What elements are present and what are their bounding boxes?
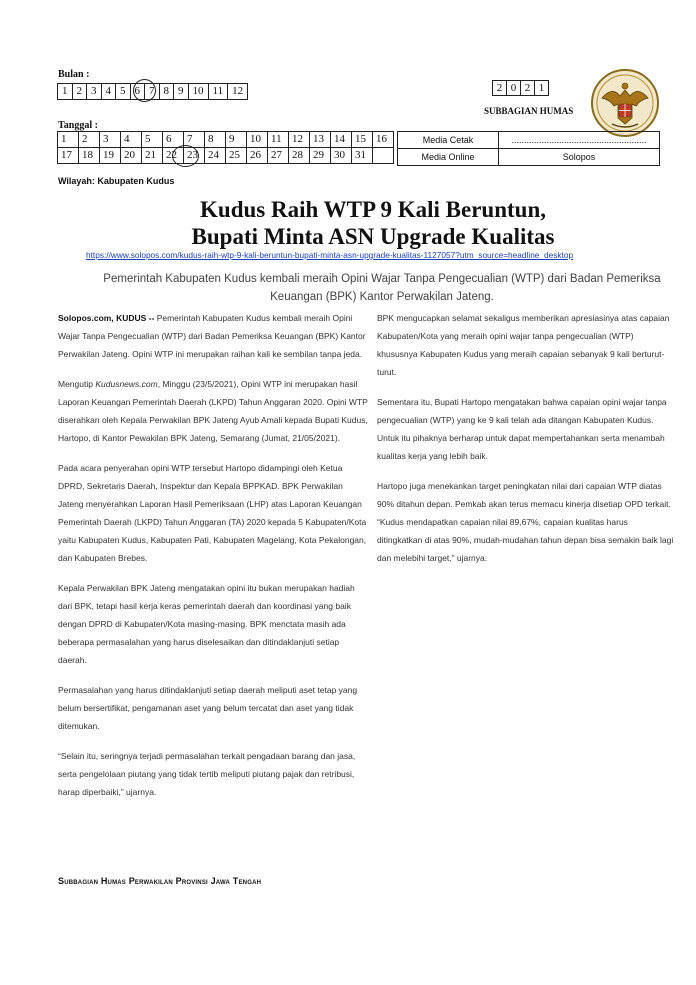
date-cell: 31	[352, 148, 373, 164]
article-column-right	[377, 309, 675, 567]
year-grid	[492, 80, 549, 96]
date-cell: 13	[310, 132, 331, 148]
date-cell: 26	[247, 148, 268, 164]
month-cell: 3	[87, 84, 102, 100]
month-cell: 11	[208, 84, 228, 100]
paragraph: “Selain itu, seringnya terjadi permasalahan terkait pengadaan barang dan jasa, serta pengelolaan piutang yang tidak tertib meliputi piutang pajak dan retribusi, harap diperbaiki,” ujarnya.	[58, 751, 356, 797]
media-name: Media Online	[398, 149, 499, 166]
month-grid	[57, 83, 248, 100]
date-cell: 20	[121, 148, 142, 164]
month-cell: 9	[174, 84, 189, 100]
tanggal-label: Tanggal :	[58, 120, 98, 131]
month-cell: 4	[101, 84, 116, 100]
article-lead: Pemerintah Kabupaten Kudus kembali meraih Opini Wajar Tanpa Pengecualian (WTP) dari Badan Pemeriksa Keuangan (BPK) Kantor Perwakilan Jateng.	[103, 273, 661, 303]
date-cell: 15	[352, 132, 373, 148]
paragraph: Mengutip Kudusnews.com, Minggu (23/5/2021), Opini WTP ini merupakan hasil Laporan Keuangan Pemerintah Daerah (LKPD) Tahun Anggaran 2020. Opini WTP diserahkan oleh Kepala Perwakilan BPK Jateng Ayub Amali kepada Bupati Kudus, Hartopo, di Kantor Pewakilan BPK Jateng, Semarang (Jumat, 21/05/2021).	[58, 379, 368, 443]
region-label: Wilayah: Kabupaten Kudus	[58, 176, 175, 186]
paragraph: BPK mengucapkan selamat sekaligus memberikan apresiasinya atas capaian Kabupaten/Kota yang meraih opini wajar tanpa pengecualian (WTP) khususnya Kabupaten Kudus yang meraih capaian sebanyak 9 kali berturut-turut.	[377, 313, 670, 377]
article-title	[0, 196, 696, 250]
date-cell	[373, 148, 394, 164]
date-cell: 10	[247, 132, 268, 148]
year-digit: 2	[521, 81, 535, 96]
date-cell: 19	[100, 148, 121, 164]
paragraph: Sementara itu, Bupati Hartopo mengatakan bahwa capaian opini wajar tanpa pengecualian (WTP) yang ke 9 kali telah ada ditangan Kabupaten Kudus. Untuk itu pihaknya berharap untuk dapat mempertahankan serta menambah kualitas kerja yang lebih baik.	[377, 397, 667, 461]
date-cell: 11	[268, 132, 289, 148]
month-cell: 12	[228, 84, 248, 100]
date-cell: 7	[184, 132, 205, 148]
unit-label: SUBBAGIAN HUMAS	[484, 106, 574, 116]
date-cell: 29	[310, 148, 331, 164]
date-cell: 22	[163, 148, 184, 164]
media-name: Media Cetak	[398, 132, 499, 149]
date-cell: 4	[121, 132, 142, 148]
date-cell: 21	[142, 148, 163, 164]
month-cell: 2	[72, 84, 87, 100]
month-cell-selected: 5	[116, 84, 131, 100]
date-cell: 25	[226, 148, 247, 164]
year-digit: 2	[493, 81, 507, 96]
date-cell: 5	[142, 132, 163, 148]
media-table	[397, 131, 660, 166]
date-cell: 6	[163, 132, 184, 148]
dateline: Solopos.com, KUDUS --	[58, 313, 155, 323]
media-value: ......................................................	[499, 132, 660, 149]
date-cell: 1	[58, 132, 79, 148]
date-cell: 24	[205, 148, 226, 164]
title-line: Kudus Raih WTP 9 Kali Beruntun,	[200, 197, 546, 222]
date-cell: 18	[79, 148, 100, 164]
date-cell: 28	[289, 148, 310, 164]
date-grid	[57, 131, 394, 164]
date-cell: 12	[289, 132, 310, 148]
garuda-emblem-icon	[590, 68, 660, 138]
month-cell: 7	[145, 84, 160, 100]
date-cell: 17	[58, 148, 79, 164]
date-cell: 14	[331, 132, 352, 148]
date-cell: 30	[331, 148, 352, 164]
date-cell: 9	[226, 132, 247, 148]
year-digit: 1	[535, 81, 549, 96]
media-value: Solopos	[499, 149, 660, 166]
month-cell: 6	[130, 84, 145, 100]
paragraph: Kepala Perwakilan BPK Jateng mengatakan opini itu bukan merupakan hadiah dari BPK, tetapi hasil kerja keras pemerintah daerah dan koordinasi yang baik dengan DPRD di Kabupaten/Kota masing-masing. BPK menctata masih ada beberapa permasalahan yang harus diselesaikan dan ditindaklanjuti setiap daerah.	[58, 583, 355, 665]
month-cell: 1	[58, 84, 73, 100]
date-cell: 27	[268, 148, 289, 164]
date-cell: 8	[205, 132, 226, 148]
title-line: Bupati Minta ASN Upgrade Kualitas	[191, 224, 555, 249]
paragraph: Solopos.com, KUDUS -- Pemerintah Kabupaten Kudus kembali meraih Opini Wajar Tanpa Pengecualian (WTP) dari Badan Pemeriksa Keuangan (BPK) Kantor Perwakilan Jateng. Opini WTP ini merupakan raihan kali ke sembilan tanpa jeda.	[58, 313, 366, 359]
paragraph: Pada acara penyerahan opini WTP tersebut Hartopo didampingi oleh Ketua DPRD, Sekretaris Daerah, Inspektur dan Kepala BPPKAD. BPK Perwakilan Jateng menyerahkan Laporan Hasil Pemeriksaan (LHP) atas Laporan Keuangan Pemerintah Daerah (LKPD) Tahun Anggaran (TA) 2020 kepada 5 Kabupaten/Kota yaitu Kabupaten Kudus, Kabupaten Pati, Kabupaten Magelang, Kota Pekalongan, dan Kabupaten Brebes.	[58, 463, 367, 563]
paragraph: Permasalahan yang harus ditindaklanjuti setiap daerah meliputi aset tetap yang belum bersertifikat, pengamanan aset yang belum tercatat dan aset yang tidak ditemukan.	[58, 685, 358, 731]
month-cell: 8	[159, 84, 174, 100]
source-name: Kudusnews.com	[95, 379, 158, 389]
source-link[interactable]: https://www.solopos.com/kudus-raih-wtp-9-kali-beruntun-bupati-minta-asn-upgrade-kualitas-1127057?utm_source=headline_desktop	[86, 250, 574, 260]
bulan-label: Bulan :	[58, 69, 90, 80]
media-row	[398, 149, 660, 166]
date-cell: 3	[100, 132, 121, 148]
date-cell: 2	[79, 132, 100, 148]
date-cell-selected: 23	[184, 148, 205, 164]
year-digit: 0	[507, 81, 521, 96]
media-row	[398, 132, 660, 149]
paragraph: Hartopo juga menekankan target peningkatan nilai dari capaian WTP diatas 90% ditahun depan. Pemkab akan terus memacu kinerja disetiap OPD terkait. “Kudus mendapatkan capaian nilai 89,67%, capaian kualitas harus ditingkatkan di atas 90%, mudah-mudahan tahun depan bisa semakin baik lagi dan melebihi target,” ujarnya.	[377, 481, 674, 563]
month-cell: 10	[188, 84, 208, 100]
footer-unit: Subbagian Humas Perwakilan Provinsi Jawa Tengah	[58, 876, 262, 886]
article-column-left	[58, 309, 368, 801]
date-cell: 16	[373, 132, 394, 148]
